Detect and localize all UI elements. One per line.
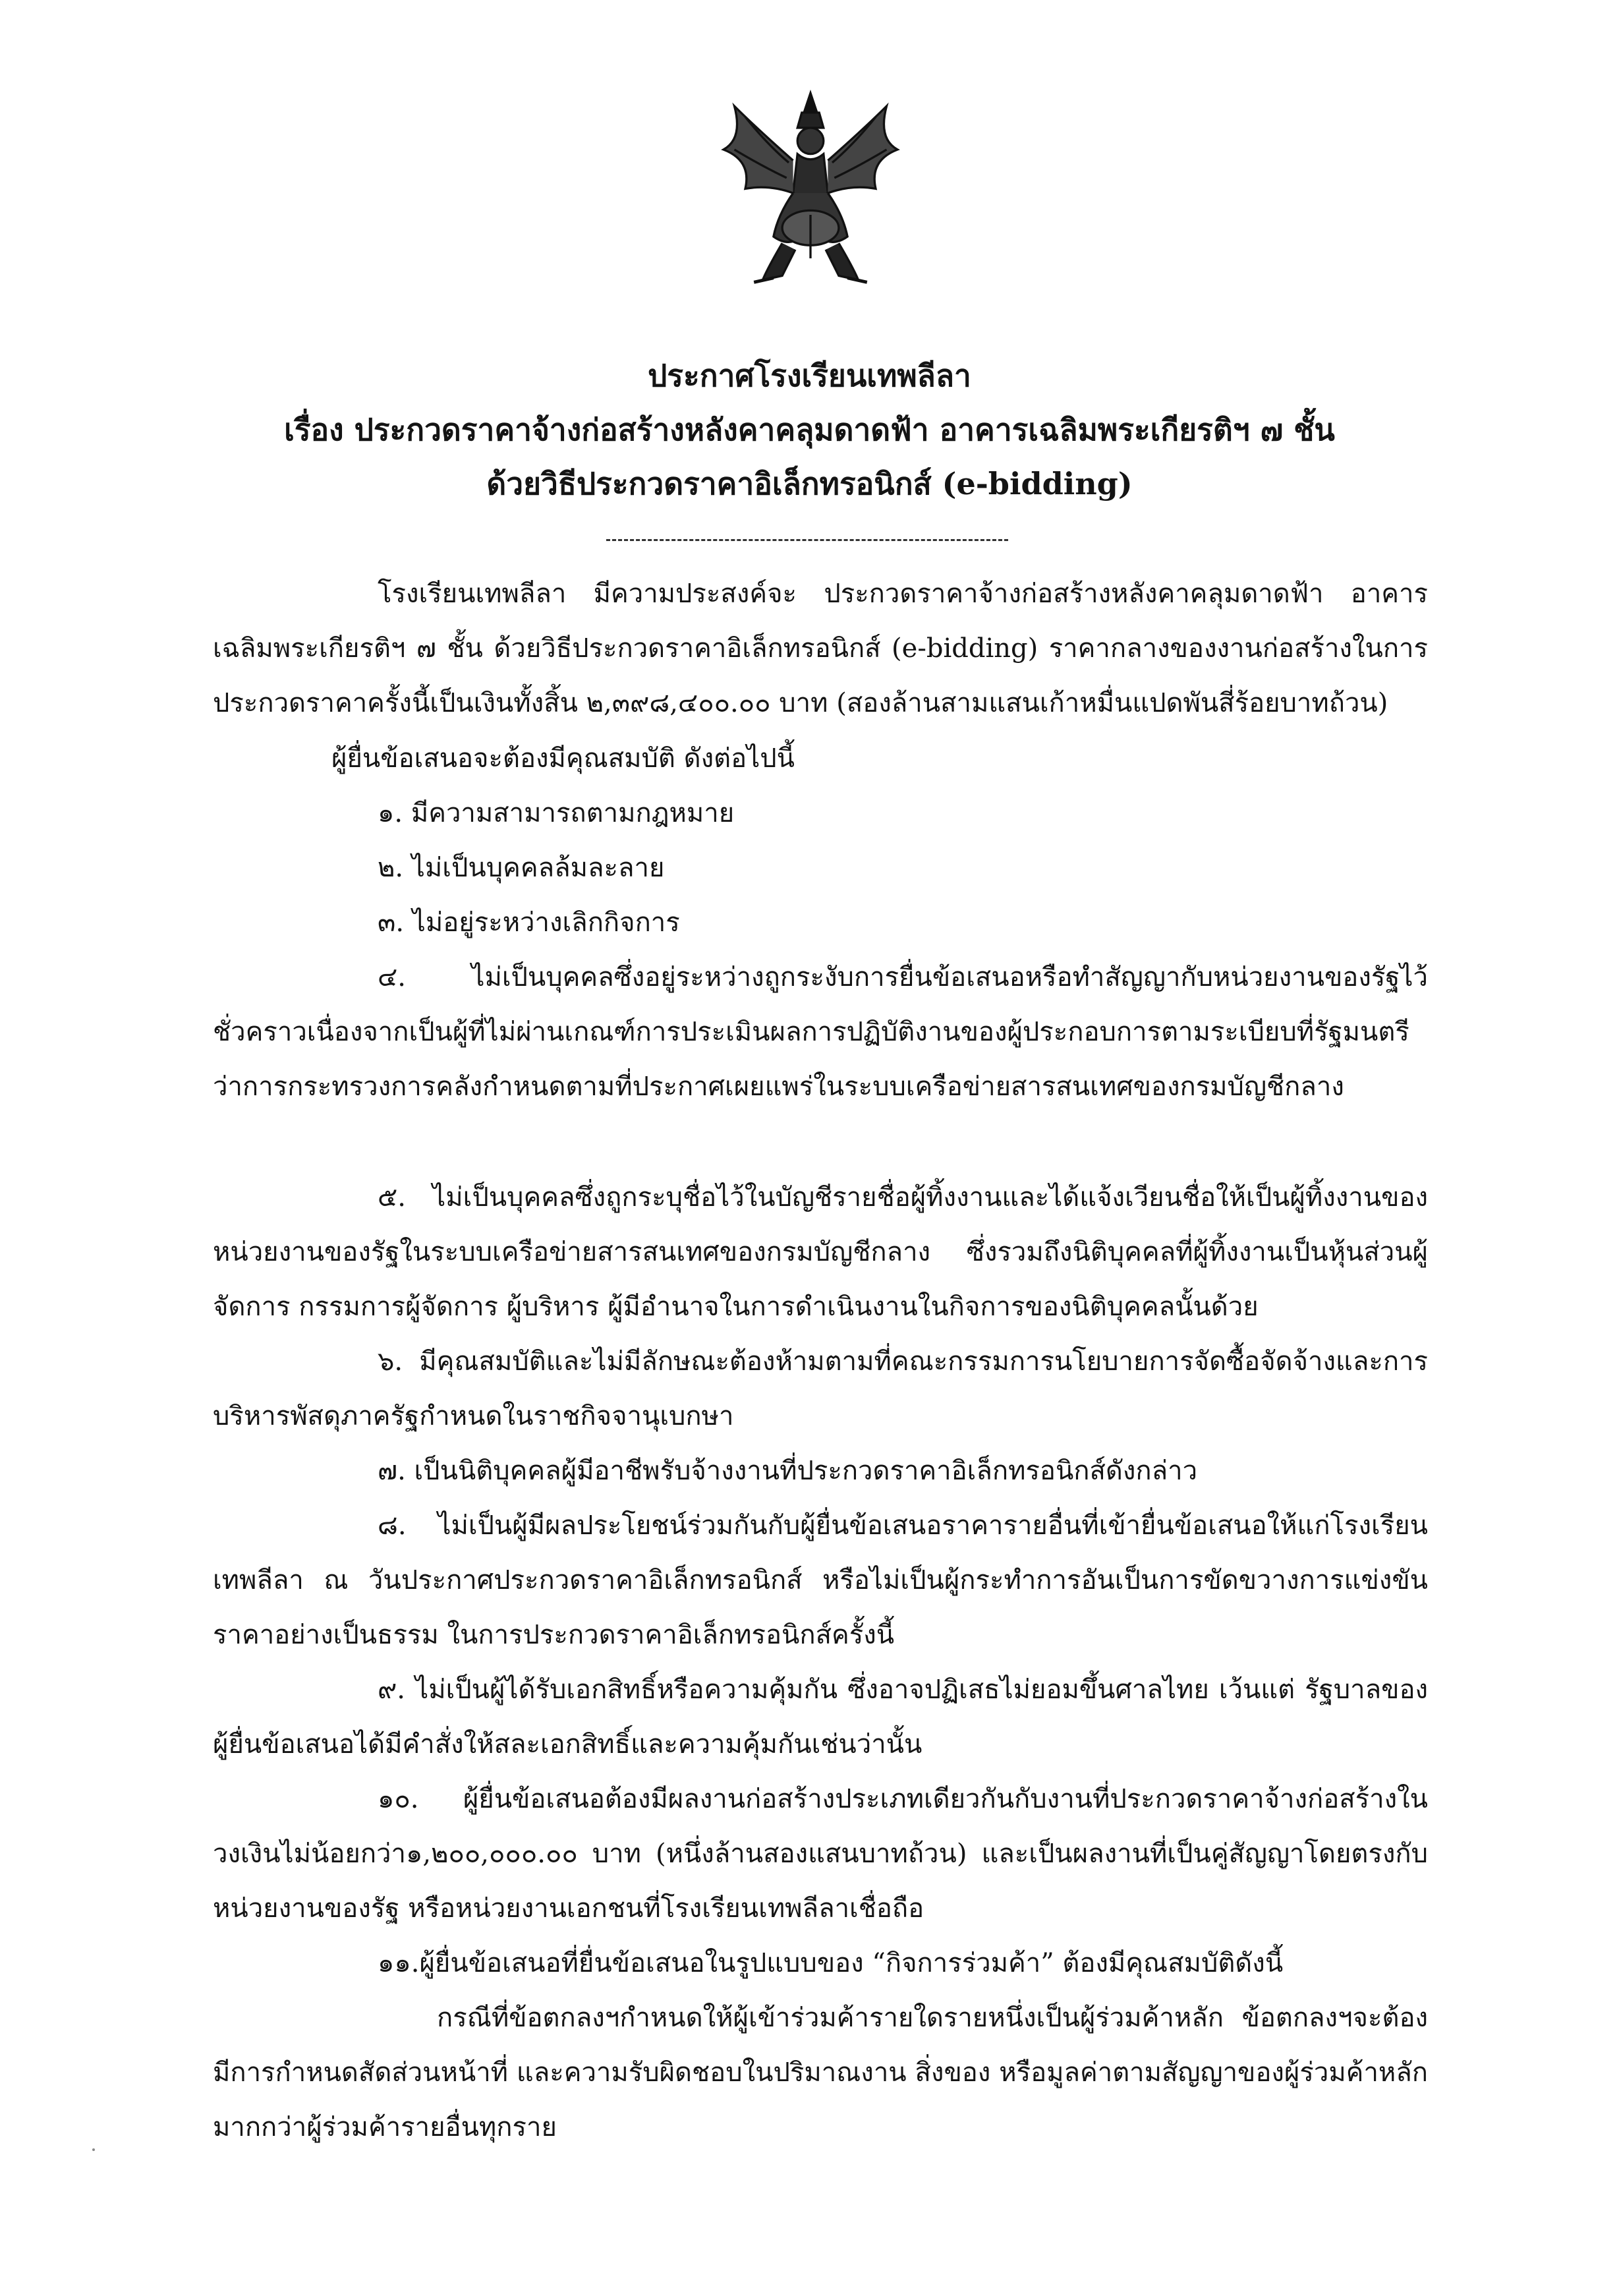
garuda-emblem-icon	[702, 84, 919, 302]
list-item: ๔. ไม่เป็นบุคคลซึ่งอยู่ระหว่างถูกระงับการยื่นข้อเสนอหรือทำสัญญากับหน่วยงานของรัฐไว้ชั่วคราวเนื่องจากเป็นผู้ที่ไม่ผ่านเกณฑ์การประเมินผลการปฏิบัติงานของผู้ประกอบการตามระเบียบที่รัฐมนตรีว่าการกระทรวงการคลังกำหนดตามที่ประกาศเผยแพร่ในระบบเครือข่ายสารสนเทศของกรมบัญชีกลาง	[213, 962, 1428, 1102]
list-item: ๕. ไม่เป็นบุคคลซึ่งถูกระบุชื่อไว้ในบัญชีรายชื่อผู้ทิ้งงานและได้แจ้งเวียนชื่อให้เป็นผู้ทิ้งงานของหน่วยงานของรัฐในระบบเครือข่ายสารสนเทศของกรมบัญชีกลาง ซึ่งรวมถึงนิติบุคคลที่ผู้ทิ้งงานเป็นหุ้นส่วนผู้จัดการ กรรมการผู้จัดการ ผู้บริหาร ผู้มีอำนาจในการดำเนินงานในกิจการของนิติบุคคลนั้นด้วย	[213, 1182, 1428, 1322]
qualifications-heading: ผู้ยื่นข้อเสนอจะต้องมีคุณสมบัติ ดังต่อไปนี้	[331, 743, 795, 774]
list-item: ๑. มีความสามารถตามกฎหมาย	[378, 798, 735, 828]
joint-venture-paragraph: กรณีที่ข้อตกลงฯกำหนดให้ผู้เข้าร่วมค้ารายใดรายหนึ่งเป็นผู้ร่วมค้าหลัก ข้อตกลงฯจะต้องมีการกำหนดสัดส่วนหน้าที่ และความรับผิดชอบในปริมาณงาน สิ่งของ หรือมูลค่าตามสัญญาของผู้ร่วมค้าหลักมากกว่าผู้ร่วมค้ารายอื่นทุกราย	[213, 2003, 1428, 2142]
document-header	[0, 355, 1619, 517]
list-item: ๑๑.ผู้ยื่นข้อเสนอที่ยื่นข้อเสนอในรูปแบบของ “กิจการร่วมค้า” ต้องมีคุณสมบัติดังนี้	[378, 1948, 1284, 1978]
header-method: ด้วยวิธีประกวดราคาอิเล็กทรอนิกส์ (e-bidding)	[486, 466, 1133, 502]
header-divider	[606, 539, 1008, 541]
list-item: ๑๐. ผู้ยื่นข้อเสนอต้องมีผลงานก่อสร้างประเภทเดียวกันกับงานที่ประกวดราคาจ้างก่อสร้างในวงเงินไม่น้อยกว่า๑,๒๐๐,๐๐๐.๐๐ บาท (หนึ่งล้านสองแสนบาทถ้วน) และเป็นผลงานที่เป็นคู่สัญญาโดยตรงกับหน่วยงานของรัฐ หรือหน่วยงานเอกชนที่โรงเรียนเทพลีลาเชื่อถือ	[213, 1784, 1428, 1924]
list-item: ๗. เป็นนิติบุคคลผู้มีอาชีพรับจ้างงานที่ประกวดราคาอิเล็กทรอนิกส์ดังกล่าว	[378, 1456, 1198, 1486]
list-item: ๓. ไม่อยู่ระหว่างเลิกกิจการ	[378, 907, 680, 938]
list-item: ๘. ไม่เป็นผู้มีผลประโยชน์ร่วมกันกับผู้ยื่นข้อเสนอราคารายอื่นที่เข้ายื่นข้อเสนอให้แก่โรงเรียนเทพลีลา ณ วันประกาศประกวดราคาอิเล็กทรอนิกส์ หรือไม่เป็นผู้กระทำการอันเป็นการขัดขวางการแข่งขันราคาอย่างเป็นธรรม ในการประกวดราคาอิเล็กทรอนิกส์ครั้งนี้	[213, 1510, 1428, 1650]
header-subject: เรื่อง ประกวดราคาจ้างก่อสร้างหลังคาคลุมดาดฟ้า อาคารเฉลิมพระเกียรติฯ ๗ ชั้น	[284, 412, 1335, 447]
header-title: ประกาศโรงเรียนเทพลีลา	[648, 358, 971, 393]
list-item: ๖. มีคุณสมบัติและไม่มีลักษณะต้องห้ามตามที่คณะกรรมการนโยบายการจัดซื้อจัดจ้างและการบริหารพัสดุภาครัฐกำหนดในราชกิจจานุเบกษา	[213, 1346, 1428, 1431]
list-item: ๒. ไม่เป็นบุคคลล้มละลาย	[378, 853, 665, 883]
intro-paragraph: โรงเรียนเทพลีลา มีความประสงค์จะ ประกวดราคาจ้างก่อสร้างหลังคาคลุมดาดฟ้า อาคารเฉลิมพระเกียรติฯ ๗ ชั้น ด้วยวิธีประกวดราคาอิเล็กทรอนิกส์ (e-bidding) ราคากลางของงานก่อสร้างในการประกวดราคาครั้งนี้เป็นเงินทั้งสิ้น ๒,๓๙๘,๔๐๐.๐๐ บาท (สองล้านสามแสนเก้าหมื่นแปดพันสี่ร้อยบาทถ้วน)	[213, 579, 1428, 718]
scan-speck	[92, 2148, 95, 2151]
list-item: ๙. ไม่เป็นผู้ได้รับเอกสิทธิ์หรือความคุ้มกัน ซึ่งอาจปฏิเสธไม่ยอมขึ้นศาลไทย เว้นแต่ รัฐบาลของผู้ยื่นข้อเสนอได้มีคำสั่งให้สละเอกสิทธิ์และความคุ้มกันเช่นว่านั้น	[213, 1675, 1428, 1760]
